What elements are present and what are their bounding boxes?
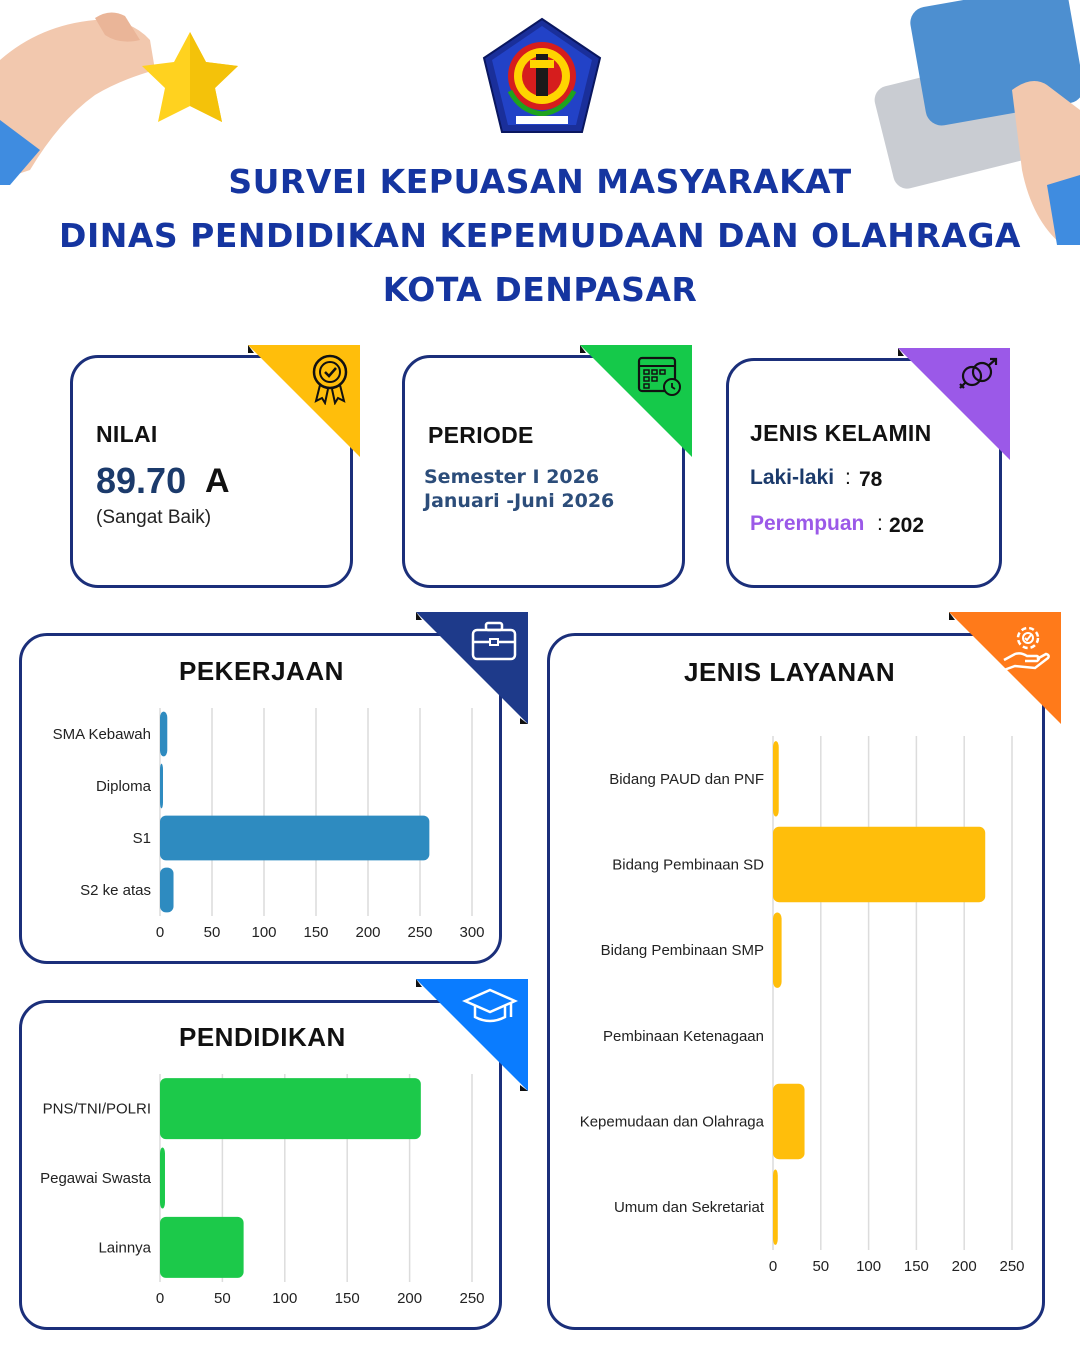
title-line-3: KOTA DENPASAR [382, 270, 698, 309]
pendidikan-tick-label: 0 [155, 1290, 165, 1307]
title-line-1: SURVEI KEPUASAN MASYARAKAT [228, 162, 852, 201]
layanan-bar [773, 741, 779, 816]
pekerjaan-category-label: S1 [132, 830, 151, 847]
pendidikan-bar-chart [24, 1066, 494, 1316]
layanan-bar [773, 912, 782, 987]
pekerjaan-bar-chart [24, 700, 494, 950]
pekerjaan-bar [160, 764, 163, 809]
pendidikan-bar [160, 1217, 244, 1278]
pekerjaan-category-label: SMA Kebawah [52, 726, 151, 743]
pekerjaan-bar [160, 868, 174, 913]
pendidikan-tick-label: 250 [459, 1290, 485, 1307]
nilai-corner [248, 345, 360, 457]
layanan-bar-chart [552, 720, 1040, 1285]
nilai-desc: (Sangat Baik) [96, 507, 212, 528]
pekerjaan-category-label: Diploma [95, 778, 151, 795]
graduation-cap-icon [462, 987, 518, 1027]
pekerjaan-tick-label: 250 [407, 924, 433, 941]
pendidikan-bar [160, 1147, 165, 1208]
pendidikan-category-label: Pegawai Swasta [40, 1170, 151, 1187]
layanan-tick-label: 150 [903, 1258, 929, 1275]
male-label: Laki-laki [750, 466, 835, 489]
layanan-bar [773, 1169, 778, 1244]
pendidikan-bar [160, 1078, 421, 1139]
layanan-category-label: Bidang Pembinaan SD [612, 856, 764, 874]
female-value: 202 [889, 514, 925, 537]
layanan-title: JENIS LAYANAN [684, 657, 896, 687]
layanan-category-label: Bidang Pembinaan SMP [600, 942, 764, 960]
periode-corner [580, 345, 692, 457]
pendidikan-tick-label: 150 [334, 1290, 360, 1307]
layanan-bar [773, 1084, 805, 1159]
layanan-tick-label: 0 [768, 1258, 778, 1275]
layanan-tick-label: 50 [812, 1258, 830, 1275]
pendidikan-title: PENDIDIKAN [179, 1022, 346, 1052]
layanan-category-label: Umum dan Sekretariat [613, 1199, 764, 1217]
female-label: Perempuan [750, 512, 865, 535]
title-line-2: DINAS PENDIDIKAN KEPEMUDAAN DAN OLAHRAGA [59, 216, 1021, 255]
pendidikan-tick-label: 100 [272, 1290, 298, 1307]
pekerjaan-tick-label: 0 [155, 924, 165, 941]
hand-holding-card-illustration [872, 0, 1080, 245]
layanan-category-label: Kepemudaan dan Olahraga [579, 1113, 764, 1131]
gender-label: JENIS KELAMIN [750, 420, 932, 446]
pendidikan-category-label: PNS/TNI/POLRI [42, 1100, 151, 1118]
periode-line2: Januari -Juni 2026 [424, 490, 615, 512]
layanan-category-label: Bidang PAUD dan PNF [609, 770, 764, 788]
pekerjaan-tick-label: 300 [459, 924, 485, 941]
award-badge-icon [310, 353, 350, 405]
layanan-corner [949, 612, 1061, 724]
pekerjaan-category-label: S2 ke atas [80, 882, 151, 899]
pekerjaan-bar [160, 712, 167, 757]
layanan-tick-label: 250 [999, 1258, 1025, 1275]
pekerjaan-bar [160, 816, 429, 861]
hand-holding-star-illustration [0, 0, 250, 185]
male-value: 78 [859, 468, 883, 491]
layanan-tick-label: 100 [856, 1258, 882, 1275]
pekerjaan-title: PEKERJAAN [179, 656, 344, 686]
pendidikan-category-label: Lainnya [98, 1239, 151, 1257]
gender-icon [956, 356, 1000, 392]
calendar-clock-icon [636, 353, 682, 397]
pendidikan-tick-label: 200 [397, 1290, 423, 1307]
pekerjaan-tick-label: 150 [303, 924, 329, 941]
male-sep: : [845, 466, 851, 489]
briefcase-icon [470, 620, 518, 662]
layanan-bar [773, 827, 985, 902]
female-sep: : [877, 512, 883, 535]
nilai-score: 89.70 [96, 460, 187, 501]
pekerjaan-tick-label: 200 [355, 924, 381, 941]
layanan-category-label: Pembinaan Ketenagaan [603, 1027, 764, 1045]
denpasar-city-logo [480, 16, 604, 136]
layanan-tick-label: 200 [951, 1258, 977, 1275]
pekerjaan-tick-label: 50 [203, 924, 221, 941]
pekerjaan-tick-label: 100 [251, 924, 277, 941]
pendidikan-tick-label: 50 [214, 1290, 231, 1307]
nilai-label: NILAI [96, 421, 158, 447]
periode-line1: Semester I 2026 [424, 466, 600, 488]
nilai-grade: A [205, 462, 230, 500]
hand-gear-icon [1001, 620, 1051, 674]
periode-label: PERIODE [428, 422, 534, 448]
